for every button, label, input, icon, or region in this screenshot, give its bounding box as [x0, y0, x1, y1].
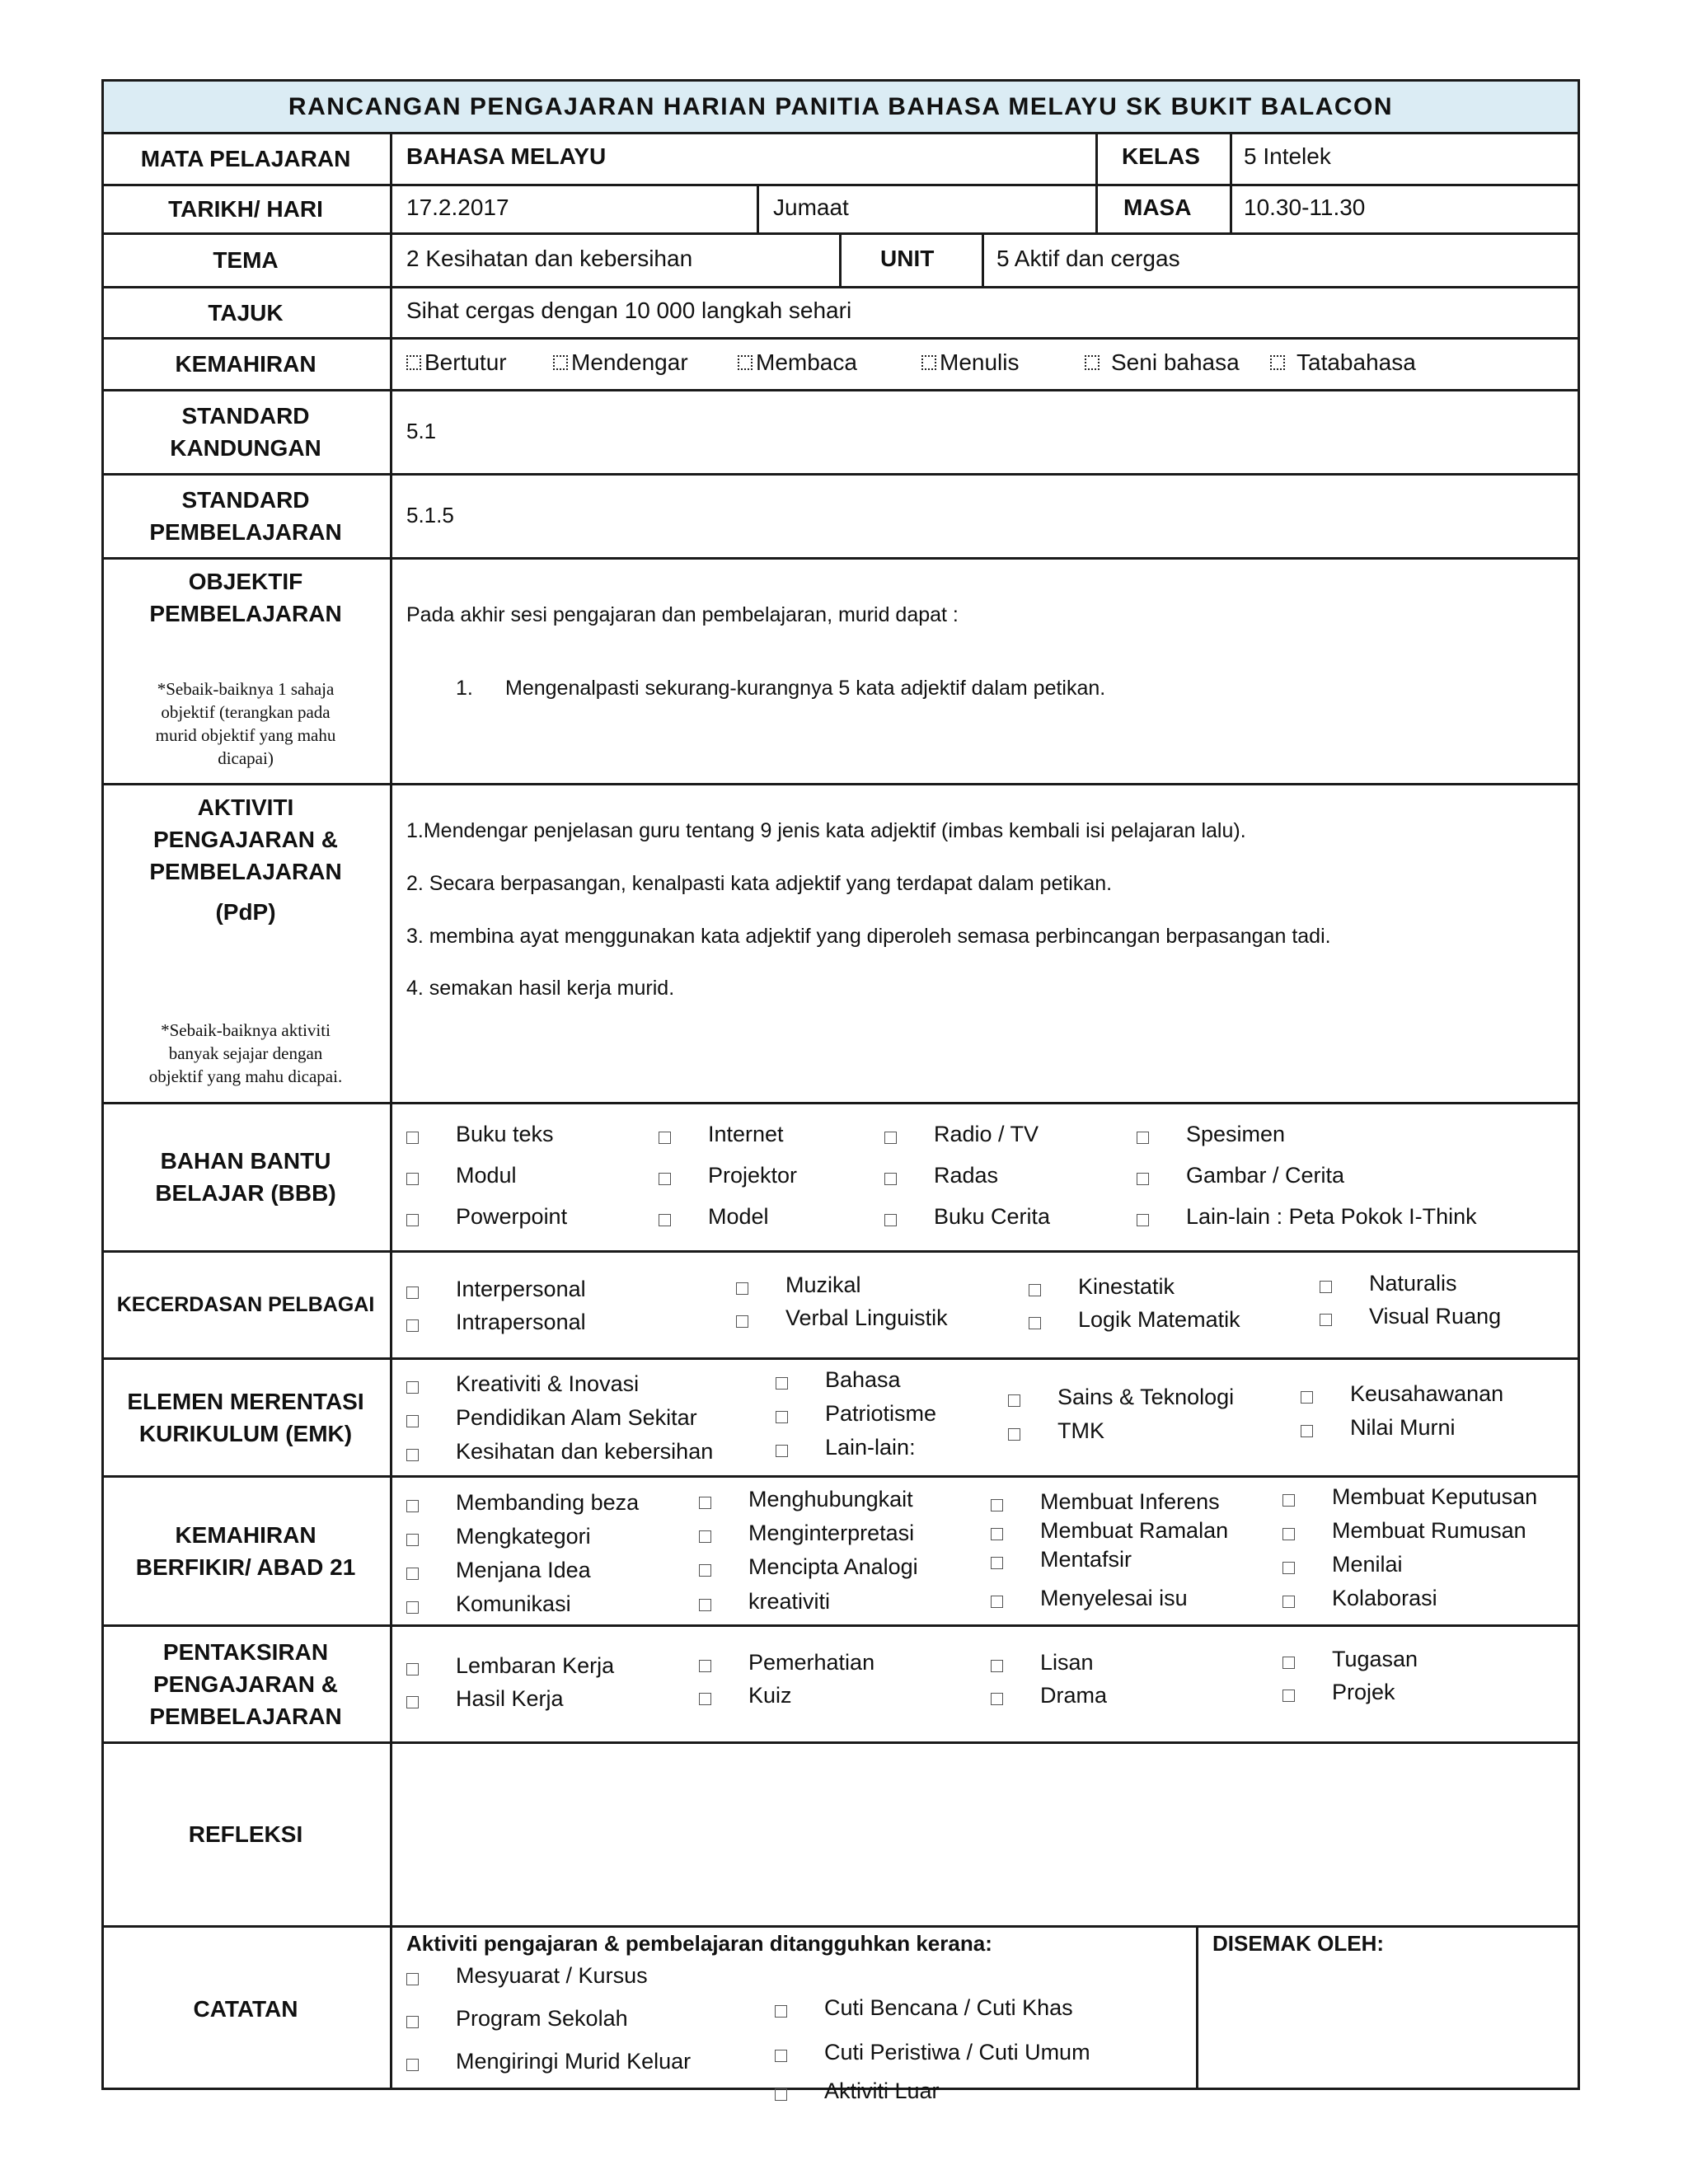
kemahiran-option-tatabahasa[interactable]: Tatabahasa — [1270, 349, 1416, 376]
checkbox-icon[interactable] — [1008, 1428, 1020, 1441]
aktiviti-item-3: 3. membina ayat menggunakan kata adjektif yang diperoleh semasa perbincangan berpasangan tadi. — [406, 925, 1331, 948]
checkbox-icon[interactable] — [1282, 1657, 1295, 1669]
standard-pembelajaran-value: 5.1.5 — [406, 503, 454, 527]
kemahiran-label: KEMAHIRAN — [175, 351, 316, 377]
column-divider — [839, 232, 842, 286]
checkbox-icon[interactable] — [991, 1660, 1003, 1672]
checkbox-icon[interactable] — [406, 1132, 419, 1144]
checkbox-icon[interactable] — [1282, 1562, 1295, 1574]
checkbox-icon[interactable] — [991, 1693, 1003, 1705]
emk-label: ELEMEN MERENTASI KURIKULUM (EMK) — [127, 1388, 364, 1446]
checkbox-icon[interactable] — [406, 1449, 419, 1461]
kelas-label: KELAS — [1122, 143, 1200, 169]
checkbox-icon[interactable] — [991, 1528, 1003, 1540]
checkbox-icon[interactable] — [1085, 355, 1100, 370]
bbb-label: BAHAN BANTU BELAJAR (BBB) — [155, 1148, 336, 1206]
column-divider — [757, 184, 759, 232]
checkbox-icon[interactable] — [738, 355, 753, 370]
checkbox-icon[interactable] — [736, 1315, 748, 1328]
refleksi-label: REFLEKSI — [188, 1821, 303, 1847]
checkbox-icon[interactable] — [406, 1534, 419, 1546]
column-divider — [1196, 1925, 1198, 2090]
column-divider — [390, 132, 392, 2090]
checkbox-icon[interactable] — [1137, 1173, 1149, 1185]
checkbox-icon[interactable] — [1301, 1425, 1313, 1437]
masa-value: 10.30-11.30 — [1244, 194, 1366, 220]
kbat-label: KEMAHIRAN BERFIKIR/ ABAD 21 — [135, 1521, 356, 1580]
kemahiran-option-membaca[interactable]: Membaca — [738, 349, 857, 376]
checkbox-icon[interactable] — [1282, 1494, 1295, 1507]
checkbox-icon[interactable] — [775, 2005, 787, 2018]
checkbox-icon[interactable] — [1137, 1214, 1149, 1226]
checkbox-icon[interactable] — [991, 1499, 1003, 1511]
standard-kandungan-label: STANDARD KANDUNGAN — [170, 403, 321, 461]
checkbox-icon[interactable] — [1282, 1528, 1295, 1540]
checkbox-icon[interactable] — [884, 1214, 897, 1226]
column-divider — [1095, 132, 1098, 232]
checkbox-icon[interactable] — [699, 1599, 711, 1611]
checkbox-icon[interactable] — [406, 1286, 419, 1299]
aktiviti-item-1: 1.Mendengar penjelasan guru tentang 9 jenis kata adjektif (imbas kembali isi pelajaran lalu). — [406, 819, 1246, 842]
checkbox-icon[interactable] — [775, 2050, 787, 2062]
checkbox-icon[interactable] — [406, 1601, 419, 1614]
kemahiran-option-bertutur[interactable]: Bertutur — [406, 349, 507, 376]
tarikh-date: 17.2.2017 — [406, 194, 509, 220]
checkbox-icon[interactable] — [1008, 1394, 1020, 1407]
catatan-label: CATATAN — [193, 1995, 298, 2022]
aktiviti-item-2: 2. Secara berpasangan, kenalpasti kata adjektif yang terdapat dalam petikan. — [406, 872, 1113, 895]
standard-pembelajaran-label: STANDARD PEMBELAJARAN — [149, 487, 342, 545]
checkbox-icon[interactable] — [991, 1557, 1003, 1569]
checkbox-icon[interactable] — [1029, 1284, 1041, 1296]
checkbox-icon[interactable] — [1320, 1281, 1332, 1293]
checkbox-icon[interactable] — [406, 1381, 419, 1394]
mata-pelajaran-value: BAHASA MELAYU — [406, 143, 607, 169]
aktiviti-item-4: 4. semakan hasil kerja murid. — [406, 977, 675, 1000]
checkbox-icon[interactable] — [776, 1445, 788, 1457]
tema-label: TEMA — [213, 247, 279, 273]
objektif-item-text: Mengenalpasti sekurang-kurangnya 5 kata adjektif dalam petikan. — [505, 677, 1106, 700]
checkbox-icon[interactable] — [991, 1596, 1003, 1608]
checkbox-icon[interactable] — [1282, 1690, 1295, 1702]
standard-kandungan-value: 5.1 — [406, 419, 437, 443]
form-title: RANCANGAN PENGAJARAN HARIAN PANITIA BAHASA MELAYU SK BUKIT BALACON — [104, 82, 1578, 133]
checkbox-icon[interactable] — [406, 2016, 419, 2028]
checkbox-icon[interactable] — [1137, 1132, 1149, 1144]
objektif-label: OBJEKTIF PEMBELAJARAN — [149, 569, 342, 626]
checkbox-icon[interactable] — [659, 1214, 671, 1226]
checkbox-icon[interactable] — [775, 2088, 787, 2101]
checkbox-icon[interactable] — [406, 1214, 419, 1226]
kecerdasan-label: KECERDASAN PELBAGAI — [116, 1292, 375, 1316]
mata-pelajaran-label: MATA PELAJARAN — [140, 146, 351, 171]
unit-label: UNIT — [880, 246, 935, 271]
unit-value: 5 Aktif dan cergas — [996, 246, 1180, 271]
checkbox-icon[interactable] — [553, 355, 568, 370]
checkbox-icon[interactable] — [406, 1973, 419, 1985]
kelas-value: 5 Intelek — [1244, 143, 1331, 169]
checkbox-icon[interactable] — [406, 355, 421, 370]
checkbox-icon[interactable] — [776, 1377, 788, 1390]
checkbox-icon[interactable] — [1320, 1314, 1332, 1326]
checkbox-icon[interactable] — [406, 1415, 419, 1427]
tarikh-day: Jumaat — [773, 194, 849, 220]
column-divider — [982, 232, 984, 286]
tarikh-label: TARIKH/ HARI — [168, 196, 323, 222]
refleksi-field[interactable] — [406, 1760, 1560, 1909]
checkbox-icon[interactable] — [1270, 355, 1285, 370]
row-divider — [101, 783, 1580, 785]
objektif-intro: Pada akhir sesi pengajaran dan pembelajaran, murid dapat : — [406, 603, 959, 626]
objektif-item-number: 1. — [456, 677, 473, 700]
checkbox-icon[interactable] — [406, 1173, 419, 1185]
checkbox-icon[interactable] — [406, 1319, 419, 1332]
checkbox-icon[interactable] — [406, 1568, 419, 1580]
checkbox-icon[interactable] — [699, 1564, 711, 1577]
checkbox-icon[interactable] — [699, 1530, 711, 1543]
checkbox-icon[interactable] — [406, 1663, 419, 1675]
checkbox-icon[interactable] — [406, 1696, 419, 1708]
checkbox-icon[interactable] — [1301, 1391, 1313, 1404]
checkbox-icon[interactable] — [1282, 1596, 1295, 1608]
aktiviti-note: *Sebaik-baiknya aktiviti banyak sejajar dengan objektif yang mahu dicapai. — [148, 1020, 343, 1086]
kemahiran-option-mendengar[interactable]: Mendengar — [553, 349, 688, 376]
kemahiran-option-menulis[interactable]: Menulis — [921, 349, 1019, 376]
checkbox-icon[interactable] — [736, 1282, 748, 1295]
catatan-heading: Aktiviti pengajaran & pembelajaran ditangguhkan kerana: — [406, 1931, 992, 1956]
objektif-note: *Sebaik-baiknya 1 sahaja objektif (terangkan pada murid objektif yang mahu dicapai) — [155, 679, 336, 768]
disemak-label: DISEMAK OLEH: — [1212, 1931, 1384, 1956]
checkbox-icon[interactable] — [1029, 1317, 1041, 1329]
checkbox-icon[interactable] — [406, 1500, 419, 1512]
masa-label: MASA — [1123, 194, 1192, 220]
checkbox-icon[interactable] — [659, 1173, 671, 1185]
tema-value: 2 Kesihatan dan kebersihan — [406, 246, 693, 271]
checkbox-icon[interactable] — [699, 1660, 711, 1672]
pentaksiran-label: PENTAKSIRAN PENGAJARAN & PEMBELAJARAN — [149, 1638, 342, 1729]
checkbox-icon[interactable] — [776, 1411, 788, 1423]
column-divider — [1230, 132, 1232, 232]
tajuk-label: TAJUK — [208, 299, 284, 326]
checkbox-icon[interactable] — [659, 1132, 671, 1144]
lesson-plan-form: RANCANGAN PENGAJARAN HARIAN PANITIA BAHASA MELAYU SK BUKIT BALACON MATA PELAJARAN BAHASA MELAYU KELAS 5 Intelek TARIKH/ HARI 17.2.2017 Jumaat MASA 10.30-11.30 TEMA 2 Kesihatan dan kebersihan UNIT 5 Aktif dan cergas TAJUK Sihat cergas dengan 10 000 langkah sehari KEMAHIRAN Bertutur Mendengar Membaca Menulis Seni bahasa Tatabahasa STANDARD KANDUNGAN 5.1 STANDARD PEMBELAJARAN 5.1.5 OBJEKTIF PEMBELAJARAN *Sebaik-baiknya 1 sahaja objektif (terangkan pada murid objektif yang mahu dicapai) Pada akhir sesi pengajaran dan pembelajaran, murid dapat : 1. Mengenalpasti sekurang-kurangnya 5 kata adjektif dalam petikan. AKTIVITI PENGAJARAN & PEMBELAJARAN (PdP) *Sebaik-baiknya aktiviti banyak sejajar dengan objektif yang mahu dicapai. 1.Mendengar penjelasan guru tentang 9 jenis kata adjektif (imbas kembali isi pelajaran lalu). 2. Secara berpasangan, kenalpasti kata adjektif yang terdapat dalam petikan. 3. membina ayat menggunakan kata adjektif yang diperoleh semasa perbincangan berpasangan tadi. 4. semakan hasil kerja murid. BAHAN BANTU BELAJAR (BBB) Buku teks Modul Powerpoint Internet Projektor Model Radio / TV Radas Buku Cerita Spesimen Gambar / Cerita Lain-lain : Peta Pokok I-Think KECERDASAN PELBAGAI Interpersonal Intrapersonal Muzikal Verbal Linguistik Kinestatik Logik Matematik Naturalis Visual Ruang ELEMEN MERENTASI KURIKULUM (EMK) Kreativiti & Inovasi Pendidikan Alam Sekitar Kesihatan dan kebersihan Bahasa Patriotisme Lain-lain: Sains & Teknologi TMK Keusahawanan Nilai Murni KEMAHIRAN BERFIKIR/ ABAD 21 Membanding beza Mengkategori Menjana Idea Komunikasi Menghubungkait Menginterpretasi Mencipta Analogi kreativiti Membuat Inferens Membuat Ramalan Mentafsir Menyelesai isu Membuat Keputusan Membuat Rumusan Menilai Kolaborasi PENTAKSIRAN PENGAJARAN & PEMBELAJARAN Lembaran Kerja Hasil Kerja Pemerhatian Kuiz Lisan Drama Tugasan Projek REFLEKSI CATATAN Aktiviti pengajaran & pembelajaran ditangguhkan kerana: DISEMAK OLEH: Mesyuarat / Kursus Program Sekolah Mengiringi Murid Keluar Cuti Bencana / Cuti Khas Cuti Peristiwa / Cuti Umum Aktiviti Luar — [101, 79, 1580, 2090]
checkbox-icon[interactable] — [406, 2059, 419, 2071]
checkbox-icon[interactable] — [699, 1693, 711, 1705]
kemahiran-option-seni-bahasa[interactable]: Seni bahasa — [1085, 349, 1240, 376]
checkbox-icon[interactable] — [921, 355, 936, 370]
tajuk-value: Sihat cergas dengan 10 000 langkah sehari — [406, 298, 852, 323]
checkbox-icon[interactable] — [884, 1132, 897, 1144]
row-divider — [101, 557, 1580, 560]
aktiviti-label: AKTIVITI PENGAJARAN & PEMBELAJARAN (PdP) — [149, 794, 342, 925]
checkbox-icon[interactable] — [884, 1173, 897, 1185]
checkbox-icon[interactable] — [699, 1497, 711, 1509]
